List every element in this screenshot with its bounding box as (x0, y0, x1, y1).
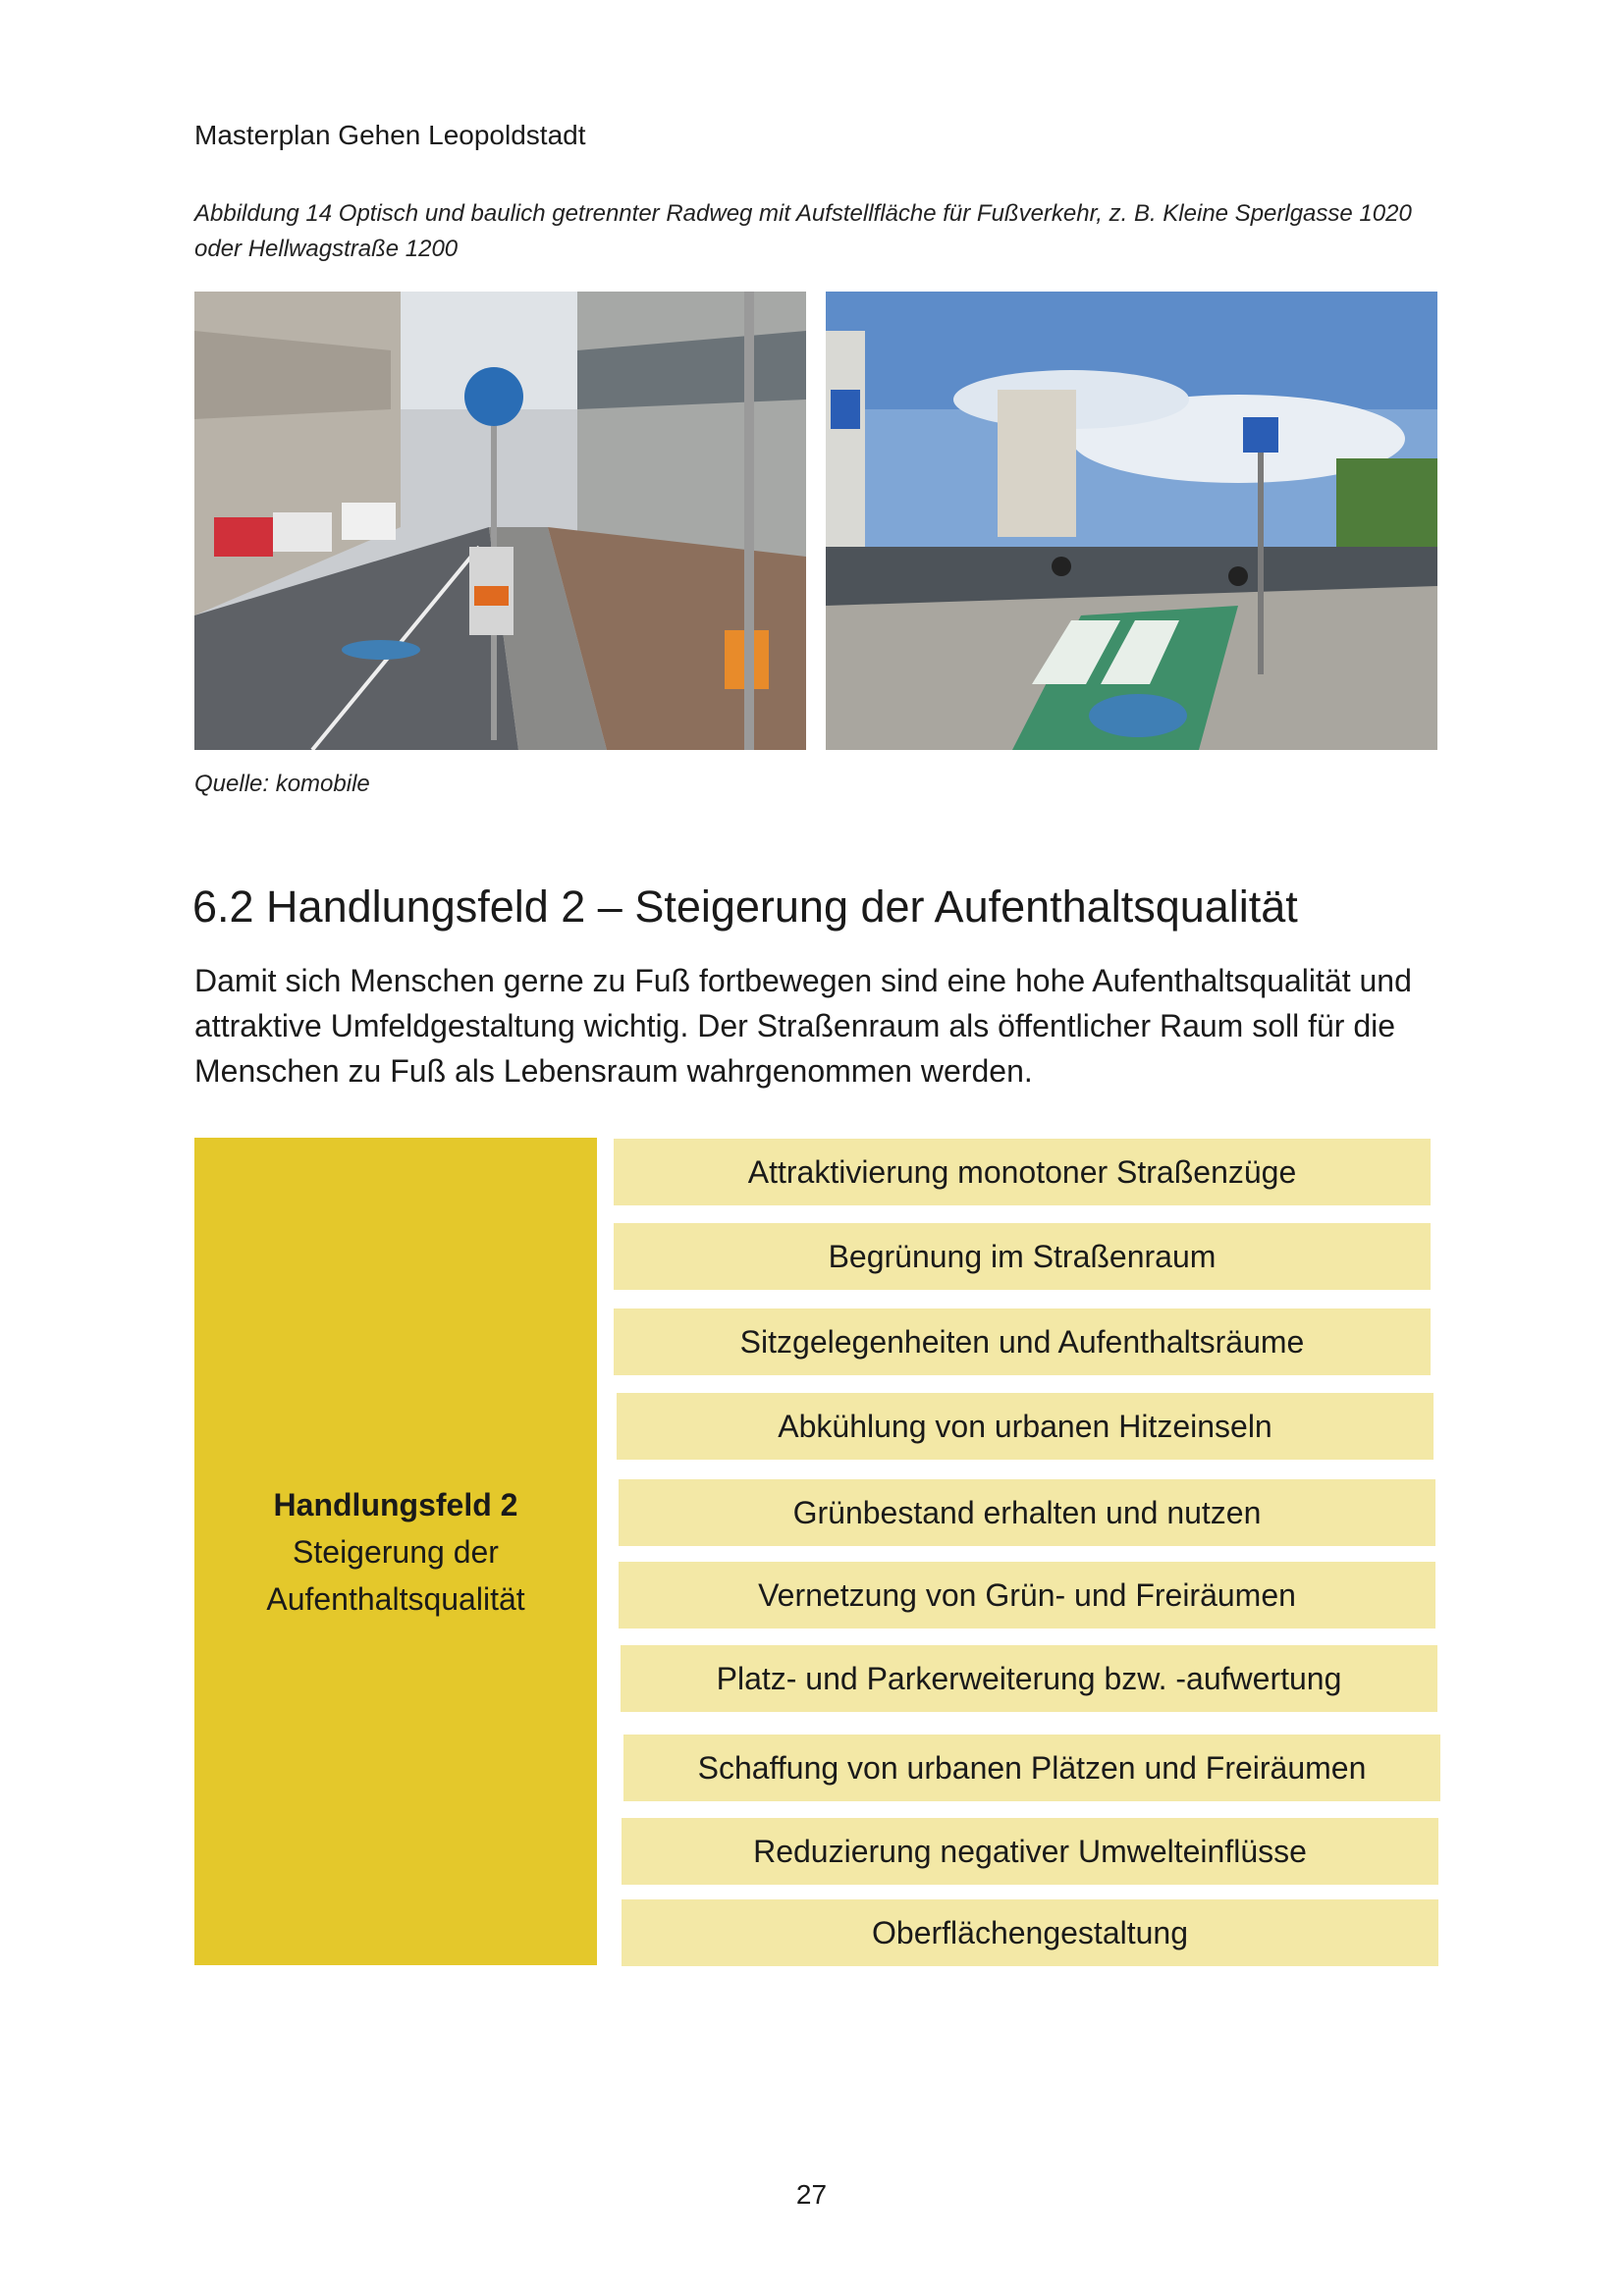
measure-item: Sitzgelegenheiten und Aufenthaltsräume (614, 1308, 1431, 1375)
measure-item: Abkühlung von urbanen Hitzeinseln (617, 1393, 1434, 1460)
action-field-subtitle: Steigerung der Aufenthaltsqualität (266, 1533, 525, 1617)
measure-item: Reduzierung negativer Umwelteinflüsse (622, 1818, 1438, 1885)
photo-crossing-bike-lane (826, 292, 1437, 750)
measure-item: Attraktivierung monotoner Straßenzüge (614, 1139, 1431, 1205)
figure-source: Quelle: komobile (194, 771, 370, 797)
photo-street-bike-lane (194, 292, 806, 750)
action-field-title: Handlungsfeld 2 (273, 1486, 518, 1522)
measure-item: Grünbestand erhalten und nutzen (619, 1479, 1435, 1546)
action-field-box (194, 1138, 597, 1965)
measure-item: Platz- und Parkerweiterung bzw. -aufwertung (621, 1645, 1437, 1712)
page-number: 27 (795, 2179, 828, 2210)
section-heading: 6.2 Handlungsfeld 2 – Steigerung der Aufenthaltsqualität (192, 881, 1298, 932)
measure-item: Schaffung von urbanen Plätzen und Freiräumen (623, 1735, 1440, 1801)
measure-item: Begrünung im Straßenraum (614, 1223, 1431, 1290)
measure-item: Oberflächengestaltung (622, 1899, 1438, 1966)
document-header: Masterplan Gehen Leopoldstadt (194, 120, 586, 150)
section-intro: Damit sich Menschen gerne zu Fuß fortbewegen sind eine hohe Aufenthaltsqualität und attraktive Umfeldgestaltung wichtig. Der Straßenraum als öffentlicher Raum soll für die Menschen zu Fuß als Lebensraum wahrgenommen werden. (194, 963, 1412, 1089)
measure-item: Vernetzung von Grün- und Freiräumen (619, 1562, 1435, 1629)
figure-caption: Abbildung 14 Optisch und baulich getrennter Radweg mit Aufstellfläche für Fußverkehr, z. B. Kleine Sperlgasse 1020 oder Hellwagstraße 1200 (194, 200, 1412, 262)
